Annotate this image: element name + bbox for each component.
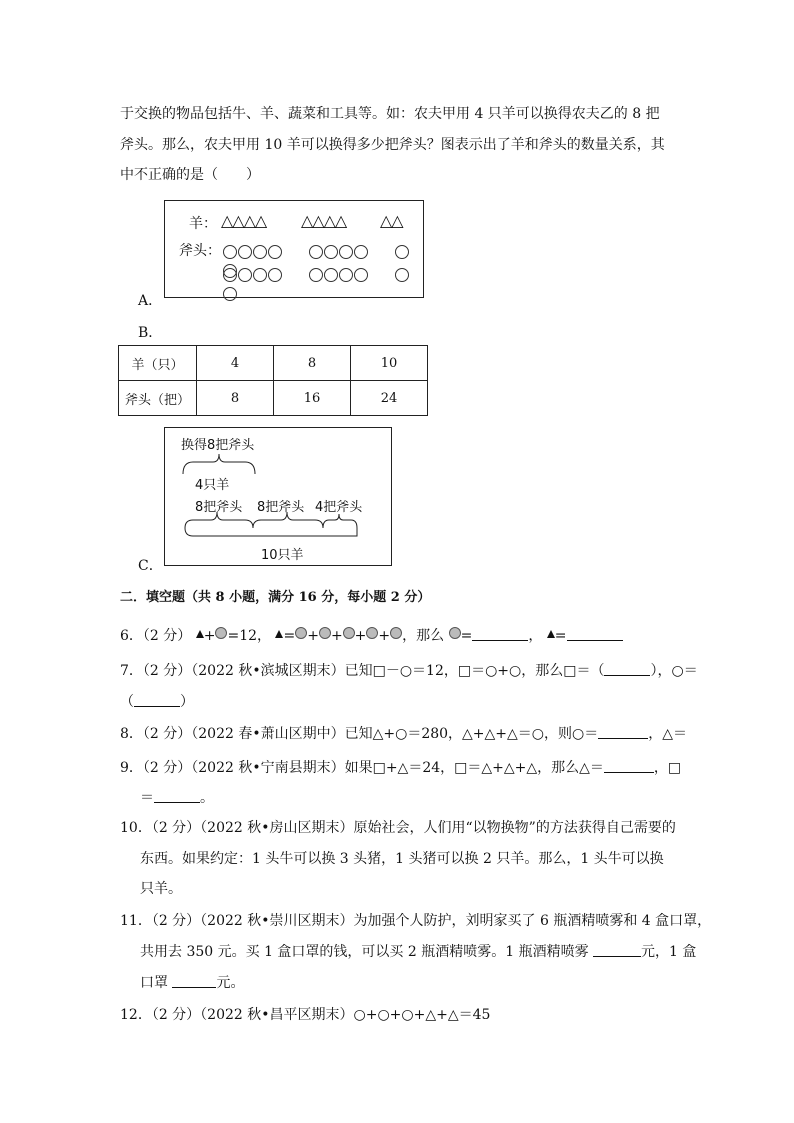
q12-line: 12．（2 分）（2022 秋•昌平区期末）○+○+○+△+△＝45 <box>120 1007 491 1023</box>
answer-blank[interactable] <box>598 726 648 739</box>
gray-circle-icon <box>295 627 307 639</box>
q5-line-1: 于交换的物品包括牛、羊、蔬菜和工具等。如：农夫甲用 4 只羊可以换得农夫乙的 8 把 <box>120 106 660 122</box>
table-cell: 16 <box>274 381 351 416</box>
answer-blank[interactable] <box>567 628 623 641</box>
c-bottom-label: 10只羊 <box>261 548 304 563</box>
gray-circle-icon <box>390 627 402 639</box>
q11-line-3 <box>140 975 244 991</box>
answer-blank[interactable] <box>172 975 216 988</box>
q11-line-2 <box>140 944 696 960</box>
table-cell: 4 <box>197 346 274 381</box>
q9-text: 。 <box>200 790 214 806</box>
q11-text: 共用去 350 元。买 1 盒口罩的钱，可以买 2 瓶酒精喷雾。1 瓶酒精喷雾 <box>140 944 594 960</box>
sheep-group-3: △△ <box>380 211 403 230</box>
q11-line-1: 11．（2 分）（2022 秋•崇川区期末）为加强个人防护，刘明家买了 6 瓶酒精喷雾和 4 盒口罩， <box>120 913 712 929</box>
option-b-table <box>118 345 428 416</box>
q6-eq: = <box>460 628 473 644</box>
sheep-group-1: △△△△ <box>221 211 267 230</box>
q6-plus: + <box>378 628 391 644</box>
q6-plus: + <box>330 628 343 644</box>
black-triangle-icon <box>196 630 204 638</box>
q6-then: ，那么 <box>402 628 445 644</box>
c-seg2-label: 8把斧头 <box>257 500 305 515</box>
gray-circle-icon <box>319 627 331 639</box>
q6-line <box>120 627 623 644</box>
q8-text: 8．（2 分）（2022 春•萧山区期中）已知△+○＝280，△+△+△＝○，则○＝ <box>120 726 599 742</box>
q11-text: 口罩 <box>140 975 173 991</box>
option-b-label: B． <box>138 325 163 341</box>
q6-eq2: = <box>283 628 296 644</box>
q5-line-2: 斧头。那么，农夫甲用 10 羊可以换得多少把斧头？图表示出了羊和斧头的数量关系，其 <box>120 137 665 153</box>
q7-line-2 <box>120 694 194 710</box>
q9-line-1 <box>120 760 681 776</box>
q6-plus: + <box>307 628 319 644</box>
c-top-under-label: 4只羊 <box>195 478 230 493</box>
gray-circle-icon <box>215 627 227 639</box>
answer-blank[interactable] <box>604 760 654 773</box>
q9-text: 9．（2 分）（2022 秋•宁南县期末）如果□+△＝24，□＝△+△+△，那么△＝ <box>120 760 604 776</box>
table-row <box>119 346 428 381</box>
c-seg1-label: 8把斧头 <box>195 500 243 515</box>
q11-text: 元。 <box>216 975 245 991</box>
q10-line-2: 东西。如果约定：1 头牛可以换 3 头猪，1 头猪可以换 2 只羊。那么，1 头牛可以换 <box>140 851 664 867</box>
option-a-label: A． <box>138 293 163 309</box>
q11-text: 元，1 盒 <box>641 944 697 960</box>
sheep-group-2: △△△△ <box>301 211 347 230</box>
q9-text: ，□ <box>653 760 682 776</box>
table-row <box>119 381 428 416</box>
axe-label: 斧头： <box>179 243 221 259</box>
section-heading: 二．填空题（共 8 小题，满分 16 分，每小题 2 分） <box>120 590 431 605</box>
q6-num: 6． <box>120 628 143 644</box>
q10-line-3: 只羊。 <box>140 881 182 897</box>
q7-text: ），○＝ <box>650 663 698 679</box>
table-cell: 8 <box>274 346 351 381</box>
q7-text: ） <box>180 694 194 710</box>
q6-eq: = <box>554 628 567 644</box>
q5-line-3: 中不正确的是（ ） <box>120 167 260 183</box>
answer-blank[interactable] <box>604 663 650 676</box>
c-top-label: 换得8把斧头 <box>181 438 255 453</box>
c-seg3-label: 4把斧头 <box>315 500 363 515</box>
q6-eq: =12， <box>227 628 272 644</box>
q8-line <box>120 726 687 742</box>
table-cell: 24 <box>351 381 428 416</box>
black-triangle-icon <box>547 630 555 638</box>
option-a-figure <box>164 200 424 298</box>
answer-blank[interactable] <box>154 790 200 803</box>
table-cell: 10 <box>351 346 428 381</box>
table-cell: 8 <box>197 381 274 416</box>
sheep-label: 羊： <box>189 216 217 232</box>
q7-line-1 <box>120 663 698 679</box>
q10-line-1: 10．（2 分）（2022 秋•房山区期末）原始社会，人们用“以物换物”的方法获得自己需要的 <box>120 820 676 836</box>
answer-blank[interactable] <box>593 944 641 957</box>
gray-circle-icon <box>449 627 461 639</box>
table-cell: 羊（只） <box>119 346 197 381</box>
q6-comma: ， <box>528 628 543 644</box>
q8-text: ，△＝ <box>648 726 688 742</box>
q6-plus: + <box>354 628 367 644</box>
axe-circles-row-2 <box>223 265 423 303</box>
q9-line-2 <box>140 790 214 806</box>
gray-circle-icon <box>343 627 355 639</box>
option-c-label: C． <box>138 558 163 574</box>
q7-text: 7．（2 分）（2022 秋•滨城区期末）已知□－○＝12，□＝○+○，那么□＝（ <box>120 663 605 679</box>
q9-text: ＝ <box>140 790 154 806</box>
table-cell: 斧头（把） <box>119 381 197 416</box>
q6-plus: + <box>203 628 216 644</box>
q6-pts: （2 分） <box>142 628 192 644</box>
answer-blank[interactable] <box>134 694 180 707</box>
option-c-figure <box>164 427 392 566</box>
q7-text: （ <box>120 694 134 710</box>
answer-blank[interactable] <box>472 628 528 641</box>
gray-circle-icon <box>366 627 378 639</box>
